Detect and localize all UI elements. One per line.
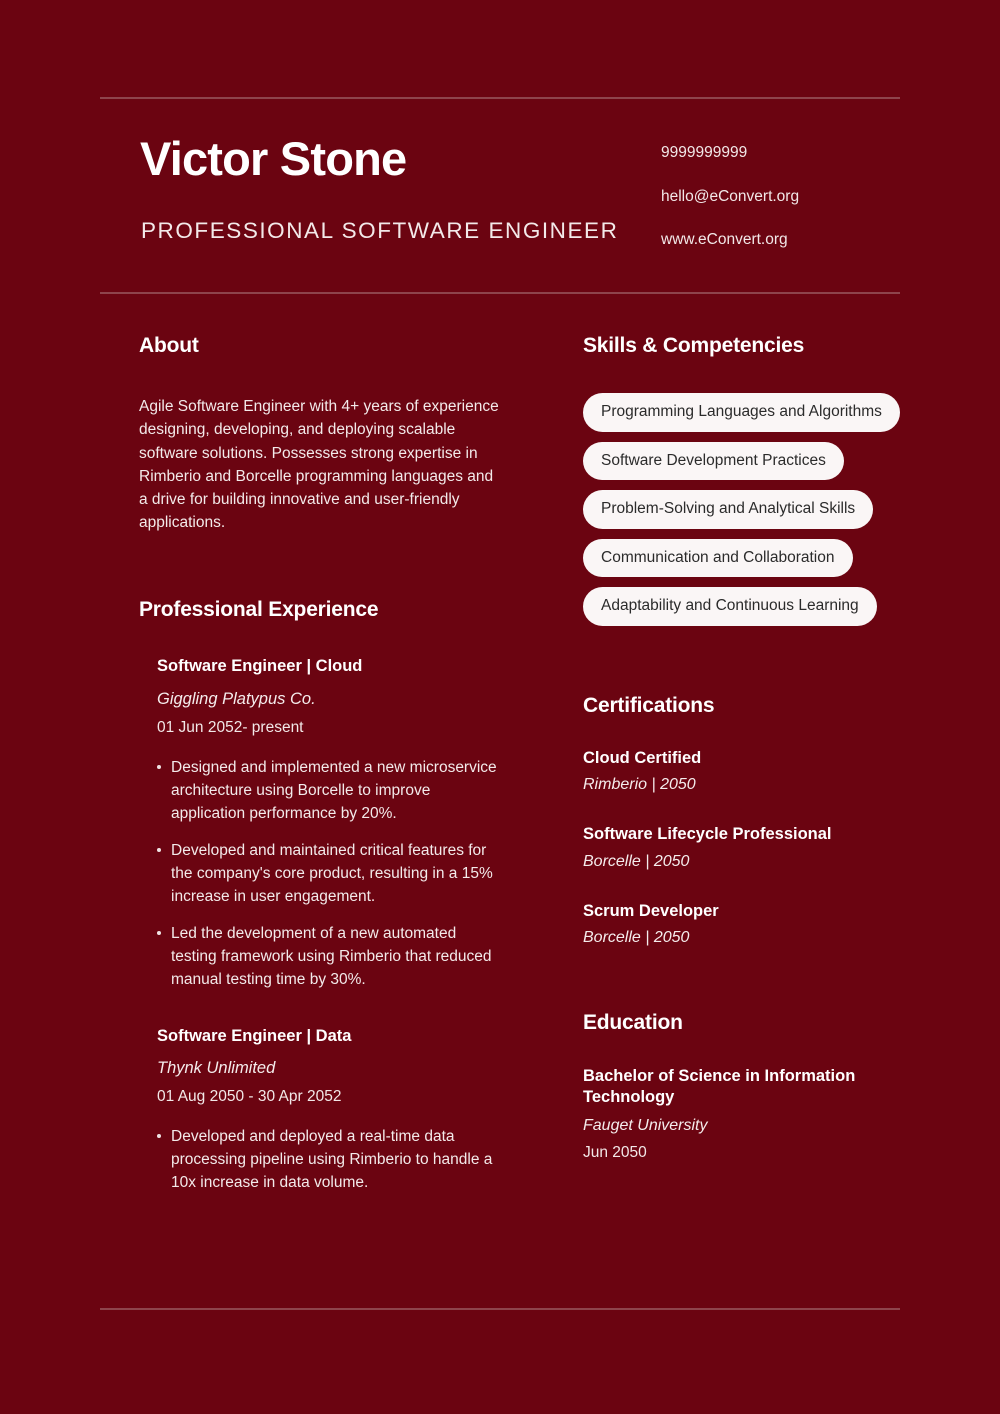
certification-entry: [583, 824, 913, 870]
certification-entry: [583, 748, 913, 794]
experience-bullet: Developed and maintained critical features for the company's core product, resulting in a 15% increase in user engagement.: [157, 839, 501, 908]
right-column: [583, 334, 913, 1161]
contact-email[interactable]: hello@eConvert.org: [661, 187, 800, 205]
experience-role: Software Engineer | Data: [157, 1026, 352, 1045]
certification-entry: [583, 901, 913, 947]
certification-name: Software Lifecycle Professional: [583, 825, 832, 844]
education-section: [583, 1011, 913, 1162]
certification-name: Cloud Certified: [583, 748, 702, 767]
contact-block: [661, 145, 961, 276]
candidate-name: Victor Stone: [140, 132, 407, 185]
skill-pill: Software Development Practices: [583, 442, 844, 481]
experience-bullet: Developed and deployed a real-time data processing pipeline using Rimberio to handle a 10x increase in data volume.: [157, 1125, 501, 1194]
experience-heading: Professional Experience: [139, 598, 379, 622]
contact-phone[interactable]: 9999999999: [661, 144, 748, 161]
divider-top: [100, 97, 900, 99]
about-heading: About: [139, 334, 199, 357]
experience-bullet: Led the development of a new automated testing framework using Rimberio that reduced manual testing time by 30%.: [157, 922, 501, 991]
left-column: [139, 334, 509, 1194]
education-school: Fauget University: [583, 1116, 708, 1134]
skill-pill: Problem-Solving and Analytical Skills: [583, 490, 873, 529]
experience-section: [139, 598, 509, 1194]
divider-bottom: [100, 1308, 900, 1310]
certification-meta: Rimberio | 2050: [583, 775, 696, 793]
certification-meta: Borcelle | 2050: [583, 852, 690, 870]
skill-pill: Adaptability and Continuous Learning: [583, 587, 877, 626]
certifications-section: [583, 694, 913, 947]
certification-name: Scrum Developer: [583, 902, 719, 921]
experience-company: Thynk Unlimited: [157, 1058, 276, 1077]
education-date: Jun 2050: [583, 1144, 647, 1162]
experience-company: Giggling Platypus Co.: [157, 689, 316, 708]
experience-bullets: [157, 756, 509, 991]
about-body: Agile Software Engineer with 4+ years of experience designing, developing, and deploying scalable software solutions. Possesses strong expertise in Rimberio and Borcelle programming languages and a drive for building innovative and user-friendly applications.: [139, 398, 499, 532]
skill-pill: Communication and Collaboration: [583, 539, 853, 578]
education-degree: Bachelor of Science in Information Technology: [583, 1066, 856, 1107]
experience-bullets: [157, 1125, 509, 1194]
candidate-title: PROFESSIONAL SOFTWARE ENGINEER: [141, 218, 619, 243]
experience-bullet: Designed and implemented a new microservice architecture using Borcelle to improve application performance by 20%.: [157, 756, 501, 825]
experience-role: Software Engineer | Cloud: [157, 657, 363, 676]
experience-entry: [139, 1027, 509, 1194]
education-heading: Education: [583, 1010, 683, 1034]
resume-header: [0, 120, 1000, 280]
skills-list: [583, 393, 913, 626]
experience-dates: 01 Aug 2050 - 30 Apr 2052: [157, 1088, 342, 1106]
experience-entry: [139, 657, 509, 990]
certifications-heading: Certifications: [583, 693, 715, 717]
certification-meta: Borcelle | 2050: [583, 929, 690, 947]
skills-heading: Skills & Competencies: [583, 334, 805, 357]
experience-dates: 01 Jun 2052- present: [157, 718, 304, 736]
contact-website[interactable]: www.eConvert.org: [661, 231, 788, 248]
education-entry: [583, 1066, 913, 1162]
divider-header: [100, 292, 900, 294]
skill-pill: Programming Languages and Algorithms: [583, 393, 900, 432]
